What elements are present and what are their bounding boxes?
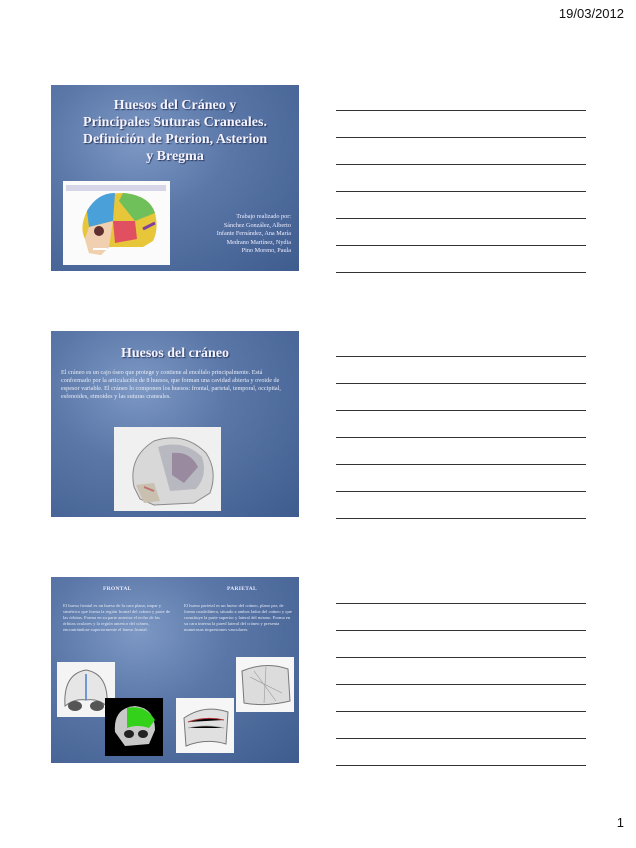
skull-bones-illustration [63,181,170,265]
parietal-heading: PARIETAL [227,586,258,592]
print-date: 19/03/2012 [558,6,624,21]
skull-section-photo [114,427,221,511]
slide-2-body: El cráneo es un cajo óseo que protege y contiene al encéfalo principalmente. Está conformado por la articulación de 8 huesos, que forman una cavidad abierta y ovoide de espesor variable. El cráneo lo componen los huesos: frontal, parietal, temporal, occipital, esfenoides, etmoides y las suturas craneales. [61,369,281,400]
slide-1 [51,85,299,271]
parietal-text: El hueso parietal es un hueso del cráneo, plano par, de forma cuadrilátera, situado a ambos lados del cráneo y que constituye la parte superior y lateral del mismo. Forma en su cara interna la pared lateral del cráneo y presenta numerosas impresiones vasculares. [184,603,292,632]
notes-lines-2 [336,356,586,545]
parietal-bone-outer-image [236,657,294,712]
slide-1-title: Huesos del Cráneo y Principales Suturas Craneales. Definición de Pterion, Asterion y Bregma [82,98,268,164]
frontal-heading: FRONTAL [103,586,132,592]
slide-2 [51,331,299,517]
page-number: 1 [616,815,624,830]
parietal-bone-inner-image [176,698,234,753]
green-frontal-skull-image [105,698,163,756]
slide-2-title: Huesos del cráneo [120,346,230,361]
frontal-text: El hueso frontal es un hueso de la cara plana, impar y simétrico que forma la región frontal del cráneo y parte de las órbitas. Forma en su parte anterior el techo de las órbitas oculares y la región anterior del cráneo, encontrándose superiormente el hueso frontal. [63,603,171,632]
slide-1-credits: Trabajo realizado por: Sánchez González, Alberto Infante Fernández, Ana María Medrano Martínez, Nydia Pino Moreno, Paula [216,213,291,255]
notes-lines-1 [336,110,586,299]
slide-3 [51,577,299,763]
notes-lines-3 [336,603,586,792]
